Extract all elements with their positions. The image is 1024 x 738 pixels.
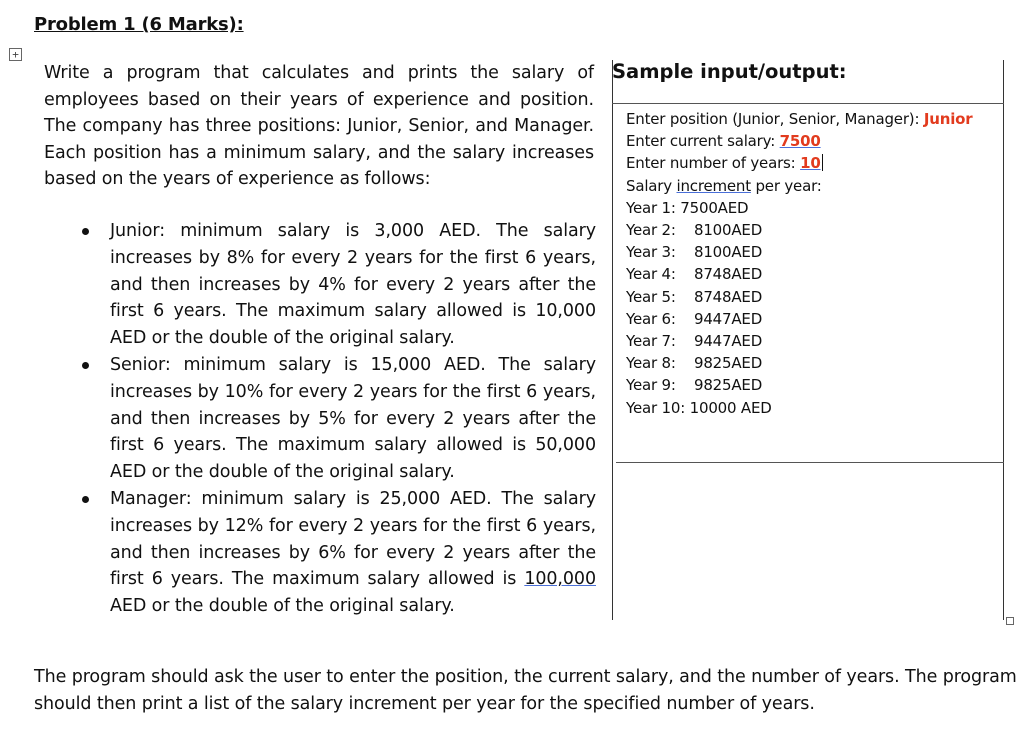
table-move-handle-icon[interactable]: + — [9, 48, 22, 61]
year-value: 9825AED — [694, 354, 763, 373]
increment-label-line — [626, 175, 972, 197]
year-row — [626, 308, 972, 330]
year-row — [626, 330, 972, 352]
sample-output — [626, 108, 972, 419]
year-label: Year 6: — [626, 309, 676, 328]
years-value: 10 — [800, 154, 821, 173]
year-row — [626, 374, 972, 396]
manager-max-salary: 100,000 — [524, 569, 596, 590]
year-row — [626, 352, 972, 374]
year-value: 9447AED — [694, 332, 763, 351]
increment-label: Salary — [626, 176, 677, 195]
table-resize-handle-icon[interactable] — [1006, 617, 1014, 625]
table-right-border — [1003, 60, 1004, 620]
year-value: 8100AED — [694, 221, 763, 240]
year-value: 8748AED — [694, 287, 763, 306]
salary-value: 7500 — [779, 132, 821, 151]
junior-description: Junior: minimum salary is 3,000 AED. The salary increases by 8% for every 2 years for the first 6 years, and then increases by 4% for every 2 years after the first 6 years. The maximum salary allowed is 10,000 AED or the double of the original salary. — [110, 221, 596, 349]
position-line — [626, 108, 972, 130]
manager-description: Manager: minimum salary is 25,000 AED. The salary increases by 12% for every 2 years for the first 6 years, and then increases by 6% for every 2 years after the first 6 years. The maximum salary allowed is — [110, 488, 596, 590]
sample-heading: Sample input/output: — [612, 60, 847, 83]
position-list — [70, 218, 596, 620]
bullet-icon — [82, 362, 89, 369]
increment-label-end: per year: — [750, 176, 822, 195]
year-value: 9447AED — [694, 309, 763, 328]
table-output-divider — [616, 462, 1004, 463]
salary-prompt: Enter current salary: — [626, 132, 780, 151]
year-label: Year 2: — [626, 221, 676, 240]
position-prompt: Enter position (Junior, Senior, Manager): — [626, 110, 924, 128]
list-item-senior — [70, 352, 596, 486]
years-prompt: Enter number of years: — [626, 154, 801, 173]
year-label: Year 9: — [626, 376, 676, 395]
problem-title: Problem 1 (6 Marks): — [34, 14, 244, 35]
year-value: 8100AED — [694, 243, 763, 262]
year-label: Year 8: — [626, 354, 676, 373]
year-value: 9825AED — [694, 376, 763, 395]
year-label: Year 7: — [626, 332, 676, 351]
year-row-last: Year 10: 10000 AED — [626, 398, 772, 417]
table-left-border — [612, 60, 613, 620]
year-label: Year 5: — [626, 287, 676, 306]
year-label: Year 3: — [626, 243, 676, 262]
list-item-junior — [70, 218, 596, 352]
years-line — [626, 152, 972, 174]
increment-word: increment — [676, 176, 751, 195]
year-row — [626, 286, 972, 308]
bullet-icon — [82, 496, 89, 503]
problem-intro: Write a program that calculates and prints the salary of employees based on their years of experience and position. The company has three positions: Junior, Senior, and Manager. Each position has a minimum salary, and the salary increases based on the years of experience as follows: — [44, 63, 594, 189]
text-cursor — [822, 154, 823, 171]
year-row: Year 1: 7500AED — [626, 198, 749, 217]
position-value: Junior — [923, 110, 973, 128]
manager-description-end: AED or the double of the original salary. — [110, 596, 455, 617]
year-row — [626, 263, 972, 285]
senior-description: Senior: minimum salary is 15,000 AED. The salary increases by 10% for every 2 years for the first 6 years, and then increases by 5% for every 2 years after the first 6 years. The maximum salary allowed is 50,000 AED or the double of the original salary. — [110, 354, 596, 483]
table-header-divider — [612, 103, 1004, 104]
list-item-manager — [70, 486, 596, 620]
problem-footer: The program should ask the user to enter the position, the current salary, and the number of years. The program should then print a list of the salary increment per year for the specified number of years. — [34, 667, 1017, 714]
year-value: 8748AED — [694, 265, 763, 284]
salary-line — [626, 130, 972, 152]
year-label: Year 4: — [626, 265, 676, 284]
year-row — [626, 219, 972, 241]
year-row — [626, 241, 972, 263]
bullet-icon — [82, 228, 89, 235]
